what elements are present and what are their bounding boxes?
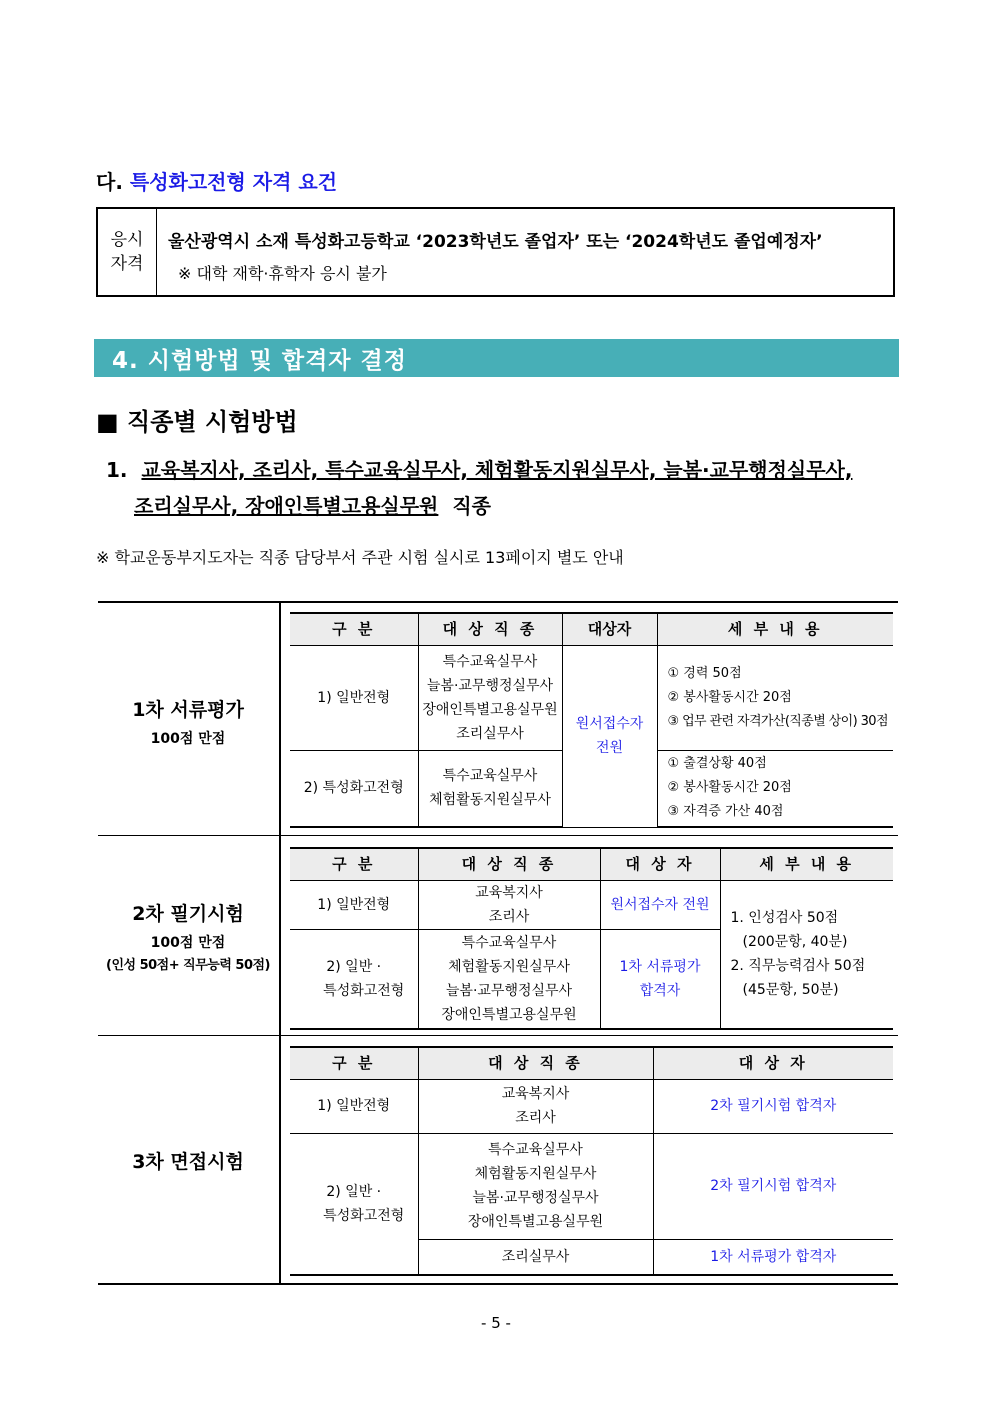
jobs-cell bbox=[418, 929, 600, 1029]
header-cell: 세 부 내 용 bbox=[720, 848, 893, 880]
stage2-sub1: 100점 만점 bbox=[150, 935, 226, 951]
header-cell: 대 상 직 종 bbox=[418, 1047, 653, 1079]
subheading: ■ 직종별 시험방법 bbox=[96, 408, 298, 436]
stage2-label bbox=[98, 899, 278, 973]
table-row bbox=[290, 645, 893, 750]
section-prefix: 다. bbox=[96, 170, 123, 194]
jobs-cell bbox=[418, 750, 562, 827]
job-item: 체험활동지원실무사 bbox=[474, 1166, 597, 1182]
type-line: 특성화고전형 bbox=[323, 1207, 405, 1224]
stage1-sub: 100점 만점 bbox=[150, 731, 226, 747]
requirement-note: ※ 대학 재학·휴학자 응시 불가 bbox=[178, 264, 387, 283]
requirement-box bbox=[96, 207, 895, 297]
header-cell: 구 분 bbox=[290, 613, 418, 645]
detail-item: (45문항, 50분) bbox=[742, 982, 839, 999]
banner-title: 4. 시험방법 및 합격자 결정 bbox=[112, 348, 407, 374]
details-cell bbox=[657, 750, 893, 827]
requirement-label bbox=[98, 209, 157, 295]
stage3-table bbox=[290, 1046, 893, 1276]
target-cell: 2차 필기시험 합격자 bbox=[653, 1079, 893, 1133]
jobs-cell: 조리실무사 bbox=[418, 1239, 653, 1275]
details-cell bbox=[657, 645, 893, 750]
job-item: 조리실무사 bbox=[456, 725, 524, 742]
type-cell: 1) 일반전형 bbox=[290, 645, 418, 750]
stage3-label bbox=[98, 1147, 278, 1174]
type-line: 2) 일반 · bbox=[326, 958, 382, 975]
jobs-cell bbox=[418, 1079, 653, 1133]
stage1-label bbox=[98, 695, 278, 748]
job-item: 특수교육실무사 bbox=[442, 768, 538, 785]
detail-item: ③ 업무 관련 자격가산(직종별 상이) 30점 bbox=[667, 713, 888, 729]
header-cell: 대 상 직 종 bbox=[418, 848, 600, 880]
header-cell: 대상자 bbox=[562, 613, 657, 645]
stage3-title: 3차 면접시험 bbox=[132, 1151, 244, 1173]
header-cell: 대 상 직 종 bbox=[418, 613, 562, 645]
table-row bbox=[290, 1079, 893, 1133]
job-item: 늘봄·교무행정실무사 bbox=[426, 677, 554, 694]
requirement-label-line2: 자격 bbox=[110, 254, 144, 274]
type-cell: 1) 일반전형 bbox=[290, 880, 418, 929]
section-banner bbox=[94, 339, 899, 377]
stage1-title: 1차 서류평가 bbox=[132, 699, 244, 721]
list-suffix: 직종 bbox=[452, 494, 491, 518]
job-item: 장애인특별고용실무원 bbox=[422, 701, 558, 718]
type-cell bbox=[290, 929, 418, 1029]
jobs-cell bbox=[418, 645, 562, 750]
jobs-cell bbox=[418, 880, 600, 929]
job-item: 장애인특별고용실무원 bbox=[467, 1214, 604, 1230]
type-cell: 2) 특성화고전형 bbox=[290, 750, 418, 827]
target-cell bbox=[600, 929, 720, 1029]
type-line: 특성화고전형 bbox=[323, 982, 405, 999]
page-number: - 5 - bbox=[481, 1314, 511, 1332]
stage1-table bbox=[290, 612, 893, 828]
list-number: 1. bbox=[106, 458, 128, 482]
job-item: 체험활동지원실무사 bbox=[429, 792, 551, 809]
type-line: 2) 일반 · bbox=[326, 1183, 382, 1200]
header-cell: 대 상 자 bbox=[653, 1047, 893, 1079]
detail-item: 1. 인성검사 50점 bbox=[730, 910, 839, 927]
job-list-heading bbox=[106, 452, 852, 524]
job-item: 조리사 bbox=[515, 1110, 556, 1126]
header-cell: 구 분 bbox=[290, 848, 418, 880]
header-cell: 구 분 bbox=[290, 1047, 418, 1079]
type-cell: 1) 일반전형 bbox=[290, 1079, 418, 1133]
table-row bbox=[290, 880, 893, 929]
header-cell: 세 부 내 용 bbox=[657, 613, 893, 645]
detail-item: ① 출결상황 40점 bbox=[667, 756, 767, 772]
stage2-sub2: (인성 50점+ 직무능력 50점) bbox=[106, 958, 270, 973]
target-line: 원서접수자 bbox=[575, 716, 644, 732]
job-item: 체험활동지원실무사 bbox=[448, 958, 570, 975]
requirement-text: 울산광역시 소재 특성화고등학교 ‘2023학년도 졸업자’ 또는 ‘2024학년도 졸업예정자’ bbox=[168, 232, 823, 252]
target-line: 전원 bbox=[595, 740, 624, 756]
detail-item: ② 봉사활동시간 20점 bbox=[667, 689, 792, 705]
detail-item: ① 경력 50점 bbox=[667, 665, 742, 681]
job-item: 특수교육실무사 bbox=[488, 1142, 583, 1158]
target-cell: 1차 서류평가 합격자 bbox=[653, 1239, 893, 1275]
detail-item: ③ 자격증 가산 40점 bbox=[667, 804, 784, 820]
detail-item: 2. 직무능력검사 50점 bbox=[730, 958, 866, 975]
note-text: ※ 학교운동부지도자는 직종 담당부서 주관 시험 실시로 13페이지 별도 안내 bbox=[96, 548, 624, 567]
job-item: 늘봄·교무행정실무사 bbox=[472, 1190, 599, 1206]
job-item: 교육복지사 bbox=[501, 1086, 570, 1102]
job-item: 특수교육실무사 bbox=[461, 934, 557, 951]
target-cell: 원서접수자 전원 bbox=[600, 880, 720, 929]
list-line1: 교육복지사, 조리사, 특수교육실무사, 체험활동지원실무사, 늘봄·교무행정실무사, bbox=[141, 458, 853, 482]
section-heading bbox=[96, 166, 337, 195]
type-cell bbox=[290, 1133, 418, 1275]
job-item: 교육복지사 bbox=[475, 884, 543, 901]
job-item: 특수교육실무사 bbox=[442, 653, 538, 670]
job-item: 조리사 bbox=[488, 908, 530, 925]
exam-method-table bbox=[98, 601, 898, 1285]
requirement-label-line1: 응시 bbox=[110, 230, 144, 250]
target-line: 합격자 bbox=[639, 982, 681, 999]
detail-item: ② 봉사활동시간 20점 bbox=[667, 780, 792, 796]
details-cell bbox=[720, 880, 893, 1029]
header-cell: 대 상 자 bbox=[600, 848, 720, 880]
target-cell bbox=[562, 645, 657, 827]
stage2-table bbox=[290, 847, 893, 1030]
section-title: 특성화고전형 자격 요건 bbox=[129, 170, 338, 194]
stage2-title: 2차 필기시험 bbox=[132, 903, 244, 925]
job-item: 늘봄·교무행정실무사 bbox=[445, 982, 573, 999]
jobs-cell bbox=[418, 1133, 653, 1239]
target-cell: 2차 필기시험 합격자 bbox=[653, 1133, 893, 1239]
list-line2: 조리실무사, 장애인특별고용실무원 bbox=[134, 494, 439, 518]
target-line: 1차 서류평가 bbox=[619, 958, 701, 975]
job-item: 장애인특별고용실무원 bbox=[441, 1006, 577, 1023]
detail-item: (200문항, 40분) bbox=[742, 934, 848, 951]
table-row bbox=[290, 1133, 893, 1239]
